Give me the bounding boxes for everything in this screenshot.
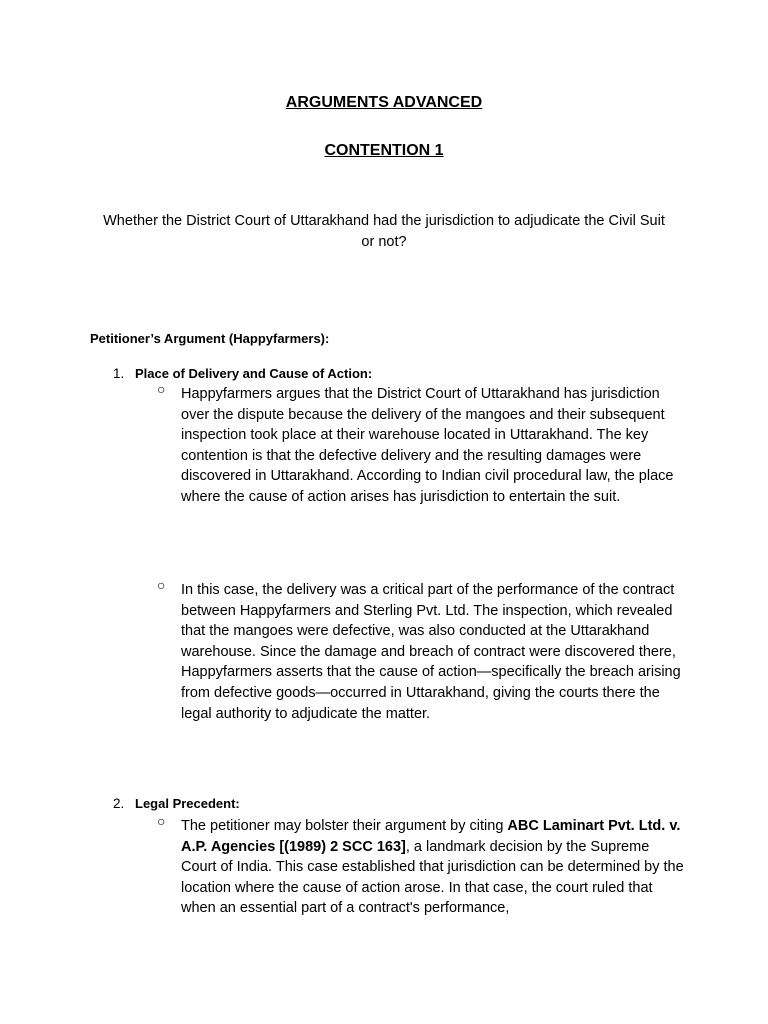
item-number: 1. [113, 366, 125, 381]
hollow-circle-bullet-icon: ○ [157, 813, 166, 829]
bullet-item [157, 813, 687, 919]
item-title: Legal Precedent: [135, 796, 240, 811]
section-heading-petitioner: Petitioner’s Argument (Happyfarmers): [90, 331, 330, 346]
bullet-paragraph: Happyfarmers argues that the District Court of Uttarakhand has jurisdiction over the dispute because the delivery of the mangoes and their subsequent inspection took place at their warehouse located in Uttarakhand. The key contention is that the defective delivery and the resulting damages were discovered in Uttarakhand. According to Indian civil procedural law, the place where the cause of action arises has jurisdiction to entertain the suit. [181, 386, 674, 505]
numbered-item-2 [113, 796, 240, 811]
numbered-item-1 [113, 366, 372, 381]
heading-contention-1: CONTENTION 1 [324, 142, 444, 159]
citation-trailing-text: , a landmark decision by the Supreme Court of India. This case established that jurisdiction can be determined by the location where the cause of action arose. In that case, the court ruled that when an essential part of a contract's performance, [181, 838, 684, 917]
heading-arguments-advanced: ARGUMENTS ADVANCED [285, 94, 483, 111]
item-number: 2. [113, 796, 125, 811]
contention-question: Whether the District Court of Uttarakhand had the jurisdiction to adjudicate the Civil Suit or not? [103, 213, 665, 250]
bullet-paragraph [181, 816, 687, 919]
bullet-item [157, 577, 687, 724]
case-citation: ABC Laminart Pvt. Ltd. v. A.P. Agencies [(1989) 2 SCC 163] [181, 818, 681, 855]
item-title: Place of Delivery and Cause of Action: [135, 366, 373, 381]
citation-lead-text: The petitioner may bolster their argument by citing [181, 818, 508, 834]
hollow-circle-bullet-icon: ○ [157, 577, 166, 593]
bullet-paragraph: In this case, the delivery was a critical part of the performance of the contract between Happyfarmers and Sterling Pvt. Ltd. The inspection, which revealed that the mangoes were defective, was also conducted at the Uttarakhand warehouse. Since the damage and breach of contract were discovered there, Happyfarmers asserts that the cause of action—specifically the breach arising from defective goods—occurred in Uttarakhand, giving the courts there the legal authority to adjudicate the matter. [181, 582, 681, 722]
bullet-item [157, 381, 687, 508]
hollow-circle-bullet-icon: ○ [157, 381, 166, 397]
